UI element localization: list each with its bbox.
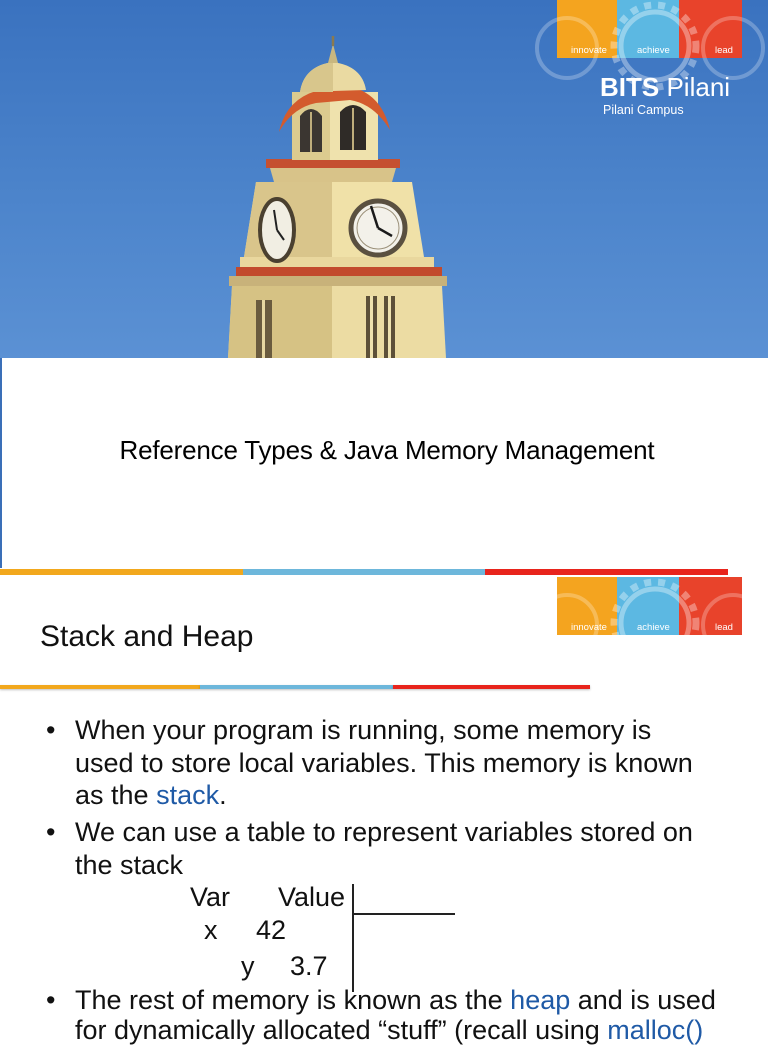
- color-bar-red: [485, 569, 728, 575]
- stack-table-header-rule: [352, 913, 455, 915]
- bullet-text: for dynamically allocated “stuff” (recall using: [75, 1015, 608, 1045]
- brand-bits: BITS: [600, 72, 660, 102]
- color-bar-orange: [0, 569, 243, 575]
- brand-pilani: Pilani: [666, 72, 731, 102]
- presentation-title: Reference Types & Java Memory Management: [119, 435, 655, 465]
- innovate-achieve-lead-logo: [557, 0, 742, 58]
- stack-table-vertical-rule: [352, 884, 354, 992]
- bullet-text: The rest of memory is known as the: [75, 985, 511, 1015]
- bullet-text: .: [219, 780, 227, 810]
- table-cell-var: y: [241, 951, 255, 981]
- bullet-marker: •: [46, 985, 56, 1015]
- table-cell-var: x: [204, 915, 218, 945]
- bullet-marker: •: [46, 715, 56, 745]
- bullet-text: as the: [75, 780, 157, 810]
- underline-blue: [200, 685, 393, 689]
- underline-orange: [0, 685, 200, 689]
- underline-red: [393, 685, 590, 689]
- bullet-line: [75, 984, 716, 1017]
- bullet-text: and is used: [570, 985, 716, 1015]
- slide-title: Stack and Heap: [40, 620, 254, 653]
- logo-text-achieve: achieve: [637, 45, 670, 56]
- bullet-line: When your program is running, some memory is: [75, 715, 652, 745]
- keyword-malloc: malloc(): [607, 1015, 704, 1045]
- campus-name: Pilani Campus: [603, 103, 684, 117]
- logo-text-achieve: achieve: [637, 622, 670, 633]
- logo-text-lead: lead: [715, 45, 733, 56]
- bullet-marker: •: [46, 817, 56, 847]
- table-header-value: Value: [278, 882, 346, 912]
- table-header-var: Var: [190, 882, 231, 912]
- logo-text-lead: lead: [715, 622, 733, 633]
- bullet-line-cut-off: [75, 1014, 704, 1045]
- logo-text-innovate: innovate: [571, 622, 607, 633]
- table-cell-value: 42: [256, 915, 287, 945]
- bullet-line: We can use a table to represent variables stored on: [75, 817, 693, 847]
- innovate-achieve-lead-logo: [557, 577, 742, 635]
- color-bar-blue: [243, 569, 485, 575]
- keyword-stack: stack: [156, 780, 220, 810]
- table-cell-value: 3.7: [290, 951, 328, 981]
- logo-text-innovate: innovate: [571, 45, 607, 56]
- bullet-line: [75, 779, 227, 812]
- keyword-heap: heap: [510, 985, 571, 1015]
- bullet-line: used to store local variables. This memory is known: [75, 748, 693, 778]
- bullet-line: the stack: [75, 850, 184, 880]
- bits-pilani-wordmark: [600, 73, 730, 101]
